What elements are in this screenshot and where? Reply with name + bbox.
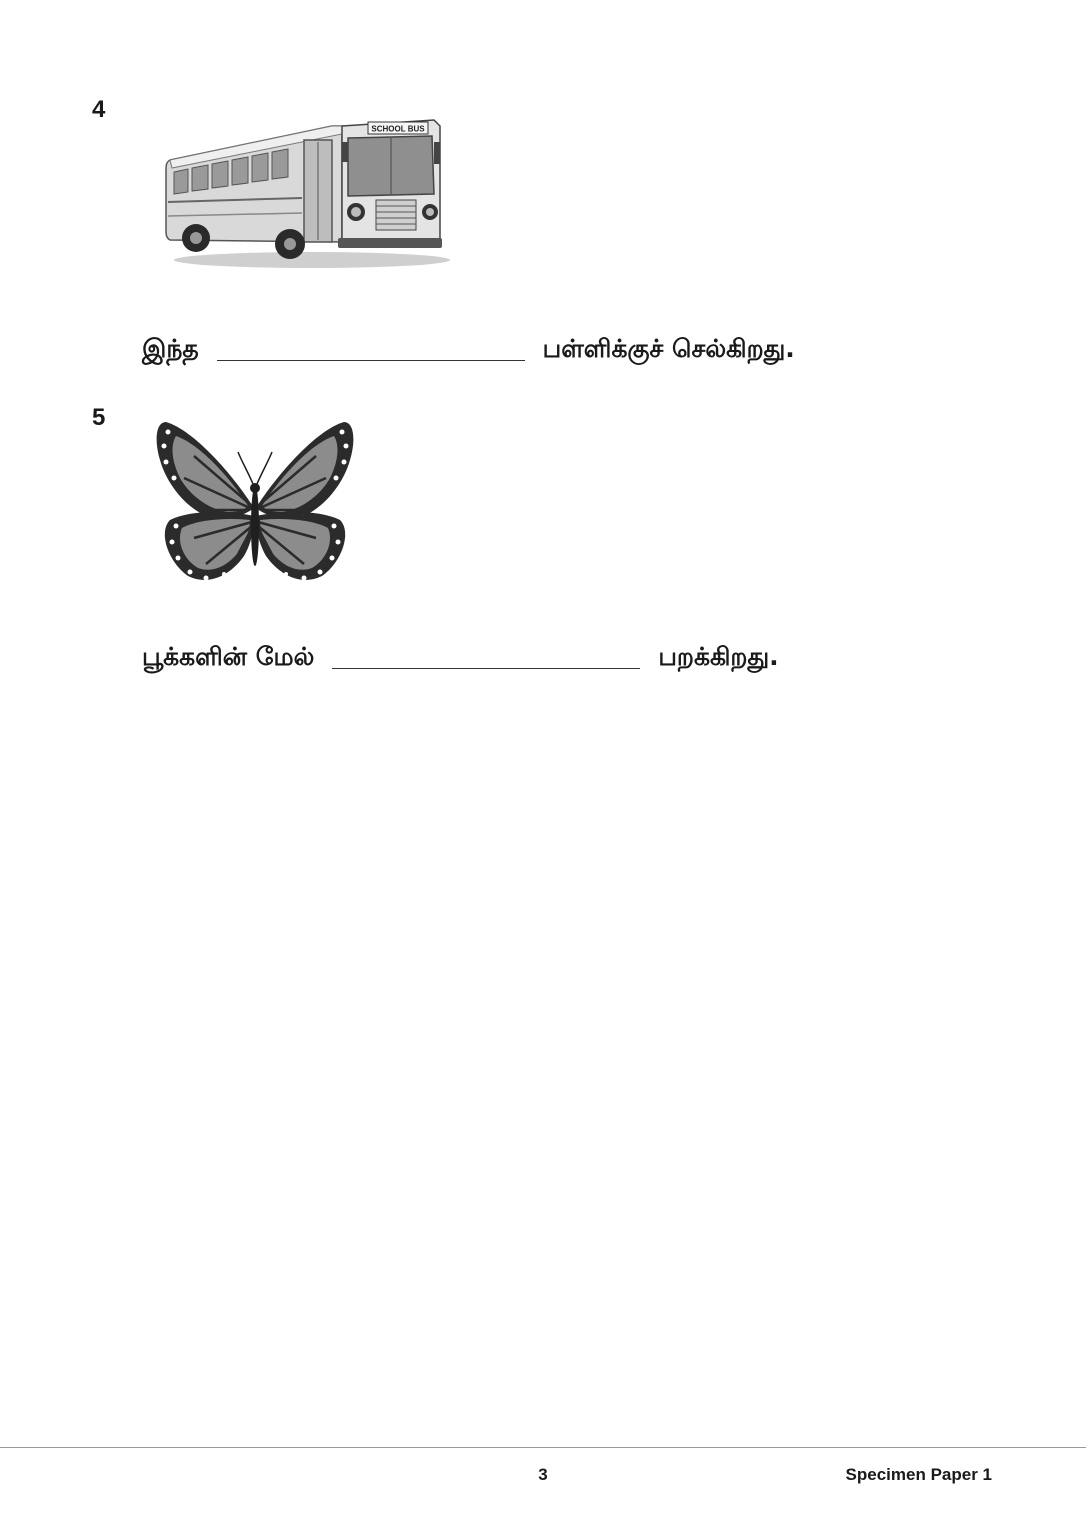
question-5-sentence — [142, 642, 779, 675]
question-4-answer-blank[interactable] — [217, 360, 525, 361]
footer-divider — [0, 1447, 1086, 1448]
question-5-text-after: பறக்கிறது. — [658, 642, 779, 671]
question-number-5: 5 — [92, 404, 106, 431]
question-4-text-after: பள்ளிக்குச் செல்கிறது. — [542, 334, 795, 363]
page-number: 3 — [538, 1465, 548, 1484]
question-4-text-before: இந்த — [142, 334, 199, 363]
question-5-text-before: பூக்களின் மேல் — [142, 642, 315, 671]
bus-sign-text: SCHOOL BUS — [371, 124, 425, 134]
question-5-answer-blank[interactable] — [332, 668, 640, 669]
footer-label: Specimen Paper 1 — [845, 1465, 992, 1484]
butterfly-image — [154, 416, 356, 588]
question-number-4: 4 — [92, 96, 106, 123]
school-bus-image — [162, 112, 452, 272]
question-4-sentence — [142, 334, 795, 367]
